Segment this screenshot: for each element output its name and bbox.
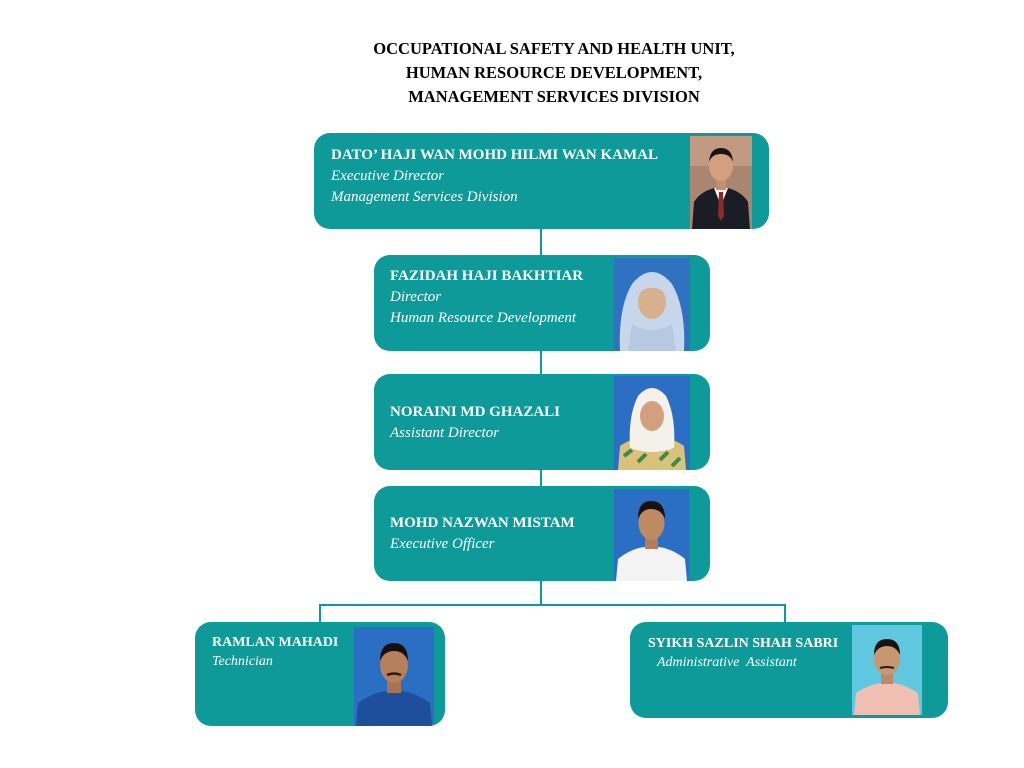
portrait-photo [852,625,922,715]
node-name: DATO’ HAJI WAN MOHD HILMI WAN KAMAL [331,147,658,163]
node-role: Assistant Director [390,425,500,441]
connector-exec-director [540,228,542,256]
title-line-1: OCCUPATIONAL SAFETY AND HEALTH UNIT, [373,39,735,58]
node-administrative-assistant [630,622,948,718]
node-name: RAMLAN MAHADI [212,635,339,650]
connector-officer-branch [540,580,542,605]
portrait-photo [614,489,689,581]
connector-branch-technician [319,604,321,623]
node-name: SYIKH SAZLIN SHAH SABRI [648,636,839,651]
node-department: Management Services Division [331,189,518,205]
node-role: Executive Officer [390,536,495,552]
node-executive-director [314,133,769,229]
node-name: FAZIDAH HAJI BAKHTIAR [390,268,584,284]
node-role: Director [390,289,442,305]
connector-horizontal-branch [319,604,785,606]
title-line-3: MANAGEMENT SERVICES DIVISION [408,87,700,106]
node-assistant-director [374,374,710,470]
portrait-photo [354,627,434,726]
node-technician [195,622,445,726]
connector-assistant-officer [540,469,542,486]
node-name: MOHD NAZWAN MISTAM [390,515,575,531]
node-executive-officer [374,486,710,581]
connector-branch-admin [784,604,786,623]
portrait-photo [690,136,752,229]
node-role: Executive Director [331,168,445,184]
connector-director-assistant [540,350,542,375]
node-role: Administrative Assistant [657,655,797,670]
node-director [374,255,710,351]
node-role: Technician [212,654,273,669]
portrait-photo [614,258,690,351]
chart-title [304,37,804,109]
portrait-photo [614,376,690,470]
title-line-2: HUMAN RESOURCE DEVELOPMENT, [405,63,703,82]
node-name: NORAINI MD GHAZALI [390,404,561,420]
node-department: Human Resource Development [390,310,577,326]
